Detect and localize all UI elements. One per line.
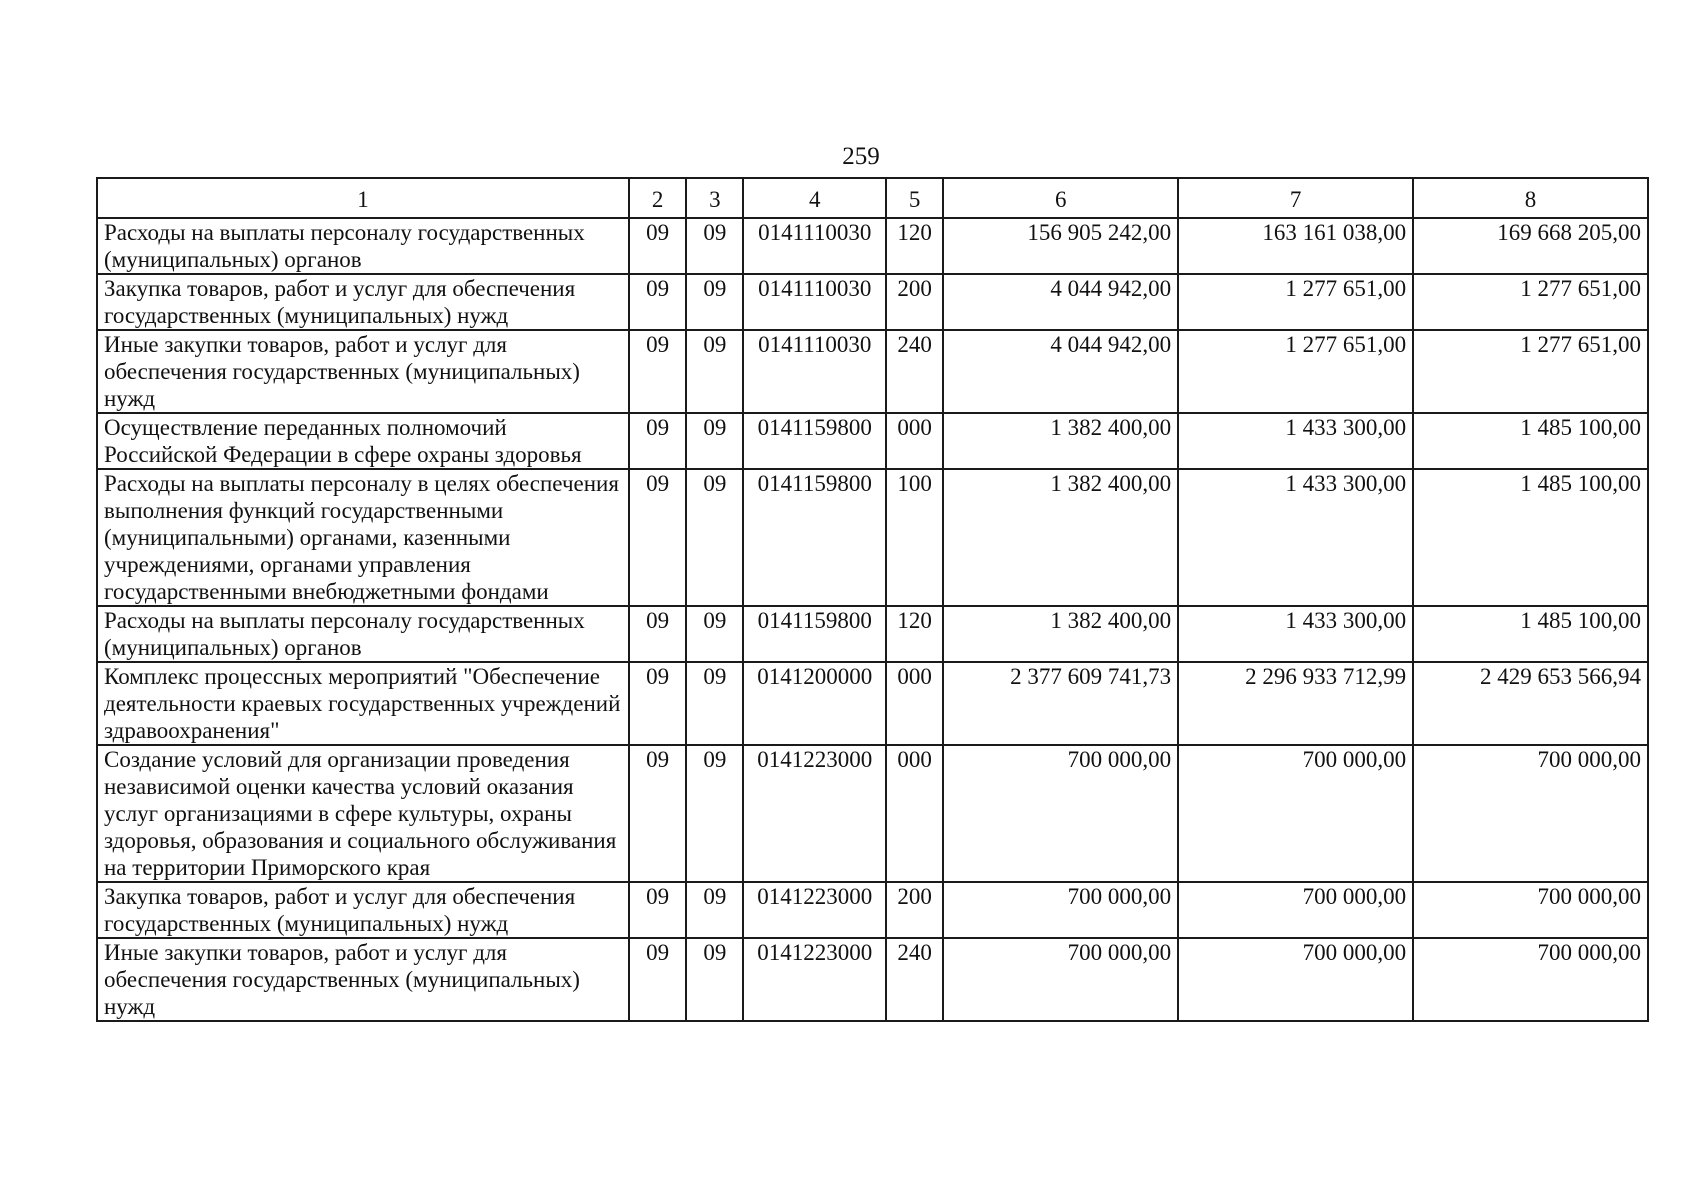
amount-year-2: 1 433 300,00: [1178, 469, 1413, 606]
item-name: Создание условий для организации проведения независимой оценки качества условий оказания услуг организациями в сфере культуры, охраны здоровья, образования и социального обслуживания на территории Приморского края: [97, 745, 629, 882]
target-article-code: 0141223000: [743, 882, 886, 938]
subsection-code: 09: [686, 745, 743, 882]
amount-year-3: 700 000,00: [1413, 745, 1648, 882]
amount-year-2: 2 296 933 712,99: [1178, 662, 1413, 745]
amount-year-1: 156 905 242,00: [943, 218, 1178, 274]
target-article-code: 0141110030: [743, 218, 886, 274]
subsection-code: 09: [686, 469, 743, 606]
amount-year-3: 2 429 653 566,94: [1413, 662, 1648, 745]
subsection-code: 09: [686, 938, 743, 1021]
table-row: [97, 938, 1648, 1021]
table-row: [97, 882, 1648, 938]
table-row: [97, 413, 1648, 469]
column-header: 3: [686, 178, 743, 218]
subsection-code: 09: [686, 274, 743, 330]
expense-type-code: 000: [886, 745, 943, 882]
item-name: Закупка товаров, работ и услуг для обеспечения государственных (муниципальных) нужд: [97, 274, 629, 330]
subsection-code: 09: [686, 882, 743, 938]
target-article-code: 0141110030: [743, 274, 886, 330]
amount-year-3: 700 000,00: [1413, 882, 1648, 938]
amount-year-1: 700 000,00: [943, 938, 1178, 1021]
expense-type-code: 240: [886, 938, 943, 1021]
header-row: [97, 178, 1648, 218]
target-article-code: 0141159800: [743, 606, 886, 662]
amount-year-2: 700 000,00: [1178, 882, 1413, 938]
amount-year-2: 700 000,00: [1178, 938, 1413, 1021]
table-row: [97, 274, 1648, 330]
column-header: 4: [743, 178, 886, 218]
column-header: 7: [1178, 178, 1413, 218]
amount-year-1: 4 044 942,00: [943, 274, 1178, 330]
section-code: 09: [629, 413, 686, 469]
section-code: 09: [629, 745, 686, 882]
expense-type-code: 000: [886, 413, 943, 469]
budget-table: [96, 177, 1649, 1022]
expense-type-code: 000: [886, 662, 943, 745]
expense-type-code: 240: [886, 330, 943, 413]
item-name: Расходы на выплаты персоналу в целях обеспечения выполнения функций государственными (муниципальными) органами, казенными учреждениями, органами управления государственными внебюджетными фондами: [97, 469, 629, 606]
amount-year-2: 163 161 038,00: [1178, 218, 1413, 274]
subsection-code: 09: [686, 606, 743, 662]
table-body: [97, 218, 1648, 1021]
table-row: [97, 662, 1648, 745]
column-header: 1: [97, 178, 629, 218]
amount-year-2: 1 277 651,00: [1178, 330, 1413, 413]
target-article-code: 0141110030: [743, 330, 886, 413]
amount-year-1: 4 044 942,00: [943, 330, 1178, 413]
item-name: Закупка товаров, работ и услуг для обеспечения государственных (муниципальных) нужд: [97, 882, 629, 938]
amount-year-2: 700 000,00: [1178, 745, 1413, 882]
table-row: [97, 469, 1648, 606]
page-number: 259: [842, 143, 880, 170]
section-code: 09: [629, 274, 686, 330]
amount-year-2: 1 277 651,00: [1178, 274, 1413, 330]
amount-year-3: 1 485 100,00: [1413, 469, 1648, 606]
expense-type-code: 200: [886, 882, 943, 938]
item-name: Комплекс процессных мероприятий "Обеспечение деятельности краевых государственных учреждений здравоохранения": [97, 662, 629, 745]
amount-year-3: 1 485 100,00: [1413, 413, 1648, 469]
expense-type-code: 120: [886, 606, 943, 662]
column-header: 2: [629, 178, 686, 218]
section-code: 09: [629, 662, 686, 745]
subsection-code: 09: [686, 413, 743, 469]
column-header: 8: [1413, 178, 1648, 218]
amount-year-3: 169 668 205,00: [1413, 218, 1648, 274]
amount-year-3: 1 277 651,00: [1413, 330, 1648, 413]
amount-year-3: 1 277 651,00: [1413, 274, 1648, 330]
target-article-code: 0141223000: [743, 745, 886, 882]
target-article-code: 0141159800: [743, 469, 886, 606]
amount-year-3: 700 000,00: [1413, 938, 1648, 1021]
target-article-code: 0141159800: [743, 413, 886, 469]
item-name: Расходы на выплаты персоналу государственных (муниципальных) органов: [97, 218, 629, 274]
amount-year-1: 2 377 609 741,73: [943, 662, 1178, 745]
subsection-code: 09: [686, 662, 743, 745]
section-code: 09: [629, 218, 686, 274]
target-article-code: 0141223000: [743, 938, 886, 1021]
table-row: [97, 218, 1648, 274]
expense-type-code: 120: [886, 218, 943, 274]
expense-type-code: 200: [886, 274, 943, 330]
section-code: 09: [629, 606, 686, 662]
column-header: 6: [943, 178, 1178, 218]
item-name: Расходы на выплаты персоналу государственных (муниципальных) органов: [97, 606, 629, 662]
column-header: 5: [886, 178, 943, 218]
section-code: 09: [629, 330, 686, 413]
item-name: Иные закупки товаров, работ и услуг для обеспечения государственных (муниципальных) нужд: [97, 938, 629, 1021]
table-row: [97, 330, 1648, 413]
expense-type-code: 100: [886, 469, 943, 606]
amount-year-2: 1 433 300,00: [1178, 606, 1413, 662]
amount-year-1: 1 382 400,00: [943, 606, 1178, 662]
amount-year-1: 700 000,00: [943, 882, 1178, 938]
item-name: Осуществление переданных полномочий Российской Федерации в сфере охраны здоровья: [97, 413, 629, 469]
item-name: Иные закупки товаров, работ и услуг для обеспечения государственных (муниципальных) нужд: [97, 330, 629, 413]
target-article-code: 0141200000: [743, 662, 886, 745]
amount-year-2: 1 433 300,00: [1178, 413, 1413, 469]
table-row: [97, 745, 1648, 882]
amount-year-1: 1 382 400,00: [943, 413, 1178, 469]
table-row: [97, 606, 1648, 662]
section-code: 09: [629, 469, 686, 606]
subsection-code: 09: [686, 218, 743, 274]
subsection-code: 09: [686, 330, 743, 413]
amount-year-1: 700 000,00: [943, 745, 1178, 882]
amount-year-3: 1 485 100,00: [1413, 606, 1648, 662]
amount-year-1: 1 382 400,00: [943, 469, 1178, 606]
section-code: 09: [629, 938, 686, 1021]
section-code: 09: [629, 882, 686, 938]
